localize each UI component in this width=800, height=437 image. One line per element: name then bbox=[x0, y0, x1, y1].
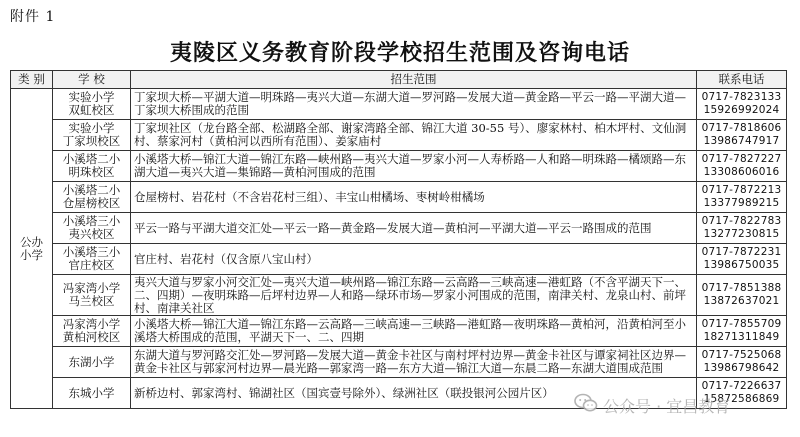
table-header-row bbox=[11, 71, 787, 89]
table-row bbox=[11, 213, 787, 244]
school-cell: 小溪塔二小 仓屋榜校区 bbox=[53, 182, 131, 213]
range-cell: 官庄村、岩花村（仅含原八宝山村） bbox=[131, 244, 697, 275]
page-title: 夷陵区义务教育阶段学校招生范围及咨询电话 bbox=[169, 40, 630, 66]
table-row bbox=[11, 316, 787, 347]
table-row bbox=[11, 120, 787, 151]
header-category: 类 别 bbox=[11, 71, 53, 89]
range-cell: 丁家坝社区（龙台路全部、松湖路全部、谢家湾路全部、锦江大道 30-55 号）、廖家林村、柏木坪村、文仙洞村、蔡家河村（黄柏河以西所有范围）、姜家庙村 bbox=[131, 120, 697, 151]
range-cell: 丁家坝大桥—平湖大道—明珠路—夷兴大道—东湖大道—罗河路—发展大道—黄金路—平云一路—平湖大道—丁家坝大桥围成的范围 bbox=[131, 89, 697, 120]
school-cell: 小溪塔三小 夷兴校区 bbox=[53, 213, 131, 244]
header-range: 招生范围 bbox=[131, 71, 697, 89]
phone-cell: 0717-7226637 15872586869 bbox=[697, 378, 787, 409]
header-phone: 联系电话 bbox=[697, 71, 787, 89]
table-row bbox=[11, 347, 787, 378]
phone-cell: 0717-7822783 13277230815 bbox=[697, 213, 787, 244]
header-school: 学 校 bbox=[53, 71, 131, 89]
table-row bbox=[11, 182, 787, 213]
table-body bbox=[11, 89, 787, 409]
phone-cell: 0717-7872213 13377989215 bbox=[697, 182, 787, 213]
phone-cell: 0717-7823133 15926992024 bbox=[697, 89, 787, 120]
table-row bbox=[11, 151, 787, 182]
category-cell: 公办 小学 bbox=[11, 89, 53, 409]
range-cell: 新桥边村、郭家湾村、锦湖社区（国宾壹号除外）、绿洲社区（联投银河公园片区） bbox=[131, 378, 697, 409]
school-cell: 东湖小学 bbox=[53, 347, 131, 378]
phone-cell: 0717-7872231 13986750035 bbox=[697, 244, 787, 275]
phone-cell: 0717-7827227 13308606016 bbox=[697, 151, 787, 182]
table-row bbox=[11, 378, 787, 409]
watermark-text: 公众号 · 宜昌教育 bbox=[603, 396, 731, 416]
attachment-label: 附件 1 bbox=[10, 9, 56, 25]
phone-cell: 0717-7851388 13872637021 bbox=[697, 275, 787, 316]
table-row bbox=[11, 89, 787, 120]
table-row bbox=[11, 275, 787, 316]
school-cell: 小溪塔二小 明珠校区 bbox=[53, 151, 131, 182]
school-cell: 冯家湾小学 黄柏河校区 bbox=[53, 316, 131, 347]
range-cell: 小溪塔大桥—锦江大道—锦江东路—峡州路—夷兴大道—罗家小河—人寿桥路—人和路—明珠路—橘颂路—东湖大道—夷兴大道—集锦路—黄柏河围成的范围 bbox=[131, 151, 697, 182]
phone-cell: 0717-7855709 18271311849 bbox=[697, 316, 787, 347]
school-cell: 实验小学 丁家坝校区 bbox=[53, 120, 131, 151]
range-cell: 平云一路与平湖大道交汇处—平云一路—黄金路—发展大道—黄柏河—平湖大道—平云一路围成的范围 bbox=[131, 213, 697, 244]
school-cell: 东城小学 bbox=[53, 378, 131, 409]
phone-cell: 0717-7818606 13986747917 bbox=[697, 120, 787, 151]
range-cell: 夷兴大道与罗家小河交汇处—夷兴大道—峡州路—锦江东路—云高路—三峡高速—港虹路（不含平湖天下一、二、四期）—夜明珠路—后坪村边界—人和路—绿环市场—罗家小河围成的范围，南津关村、龙泉山村、前坪村、南津关社区 bbox=[131, 275, 697, 316]
range-cell: 小溪塔大桥—锦江大道—锦江东路—云高路—三峡高速—三峡路—港虹路—夜明珠路—黄柏河，沿黄柏河至小溪塔大桥围成的范围，平湖天下一、二、四期 bbox=[131, 316, 697, 347]
table-row bbox=[11, 244, 787, 275]
enrollment-table bbox=[10, 70, 787, 409]
range-cell: 东湖大道与罗河路交汇处—罗河路—发展大道—黄金卡社区与南村坪村边界—黄金卡社区与谭家祠社区边界—黄金卡社区与郭家河村边界—晨光路—郭家湾一路—东方大道—锦江大道—东晨二路—东湖大道围成范围 bbox=[131, 347, 697, 378]
range-cell: 仓屋榜村、岩花村（不含岩花村三组）、丰宝山柑橘场、枣树岭柑橘场 bbox=[131, 182, 697, 213]
school-cell: 小溪塔三小 官庄校区 bbox=[53, 244, 131, 275]
phone-cell: 0717-7525068 13986798642 bbox=[697, 347, 787, 378]
school-cell: 实验小学 双虹校区 bbox=[53, 89, 131, 120]
enrollment-table-wrapper bbox=[10, 70, 786, 409]
school-cell: 冯家湾小学 马兰校区 bbox=[53, 275, 131, 316]
